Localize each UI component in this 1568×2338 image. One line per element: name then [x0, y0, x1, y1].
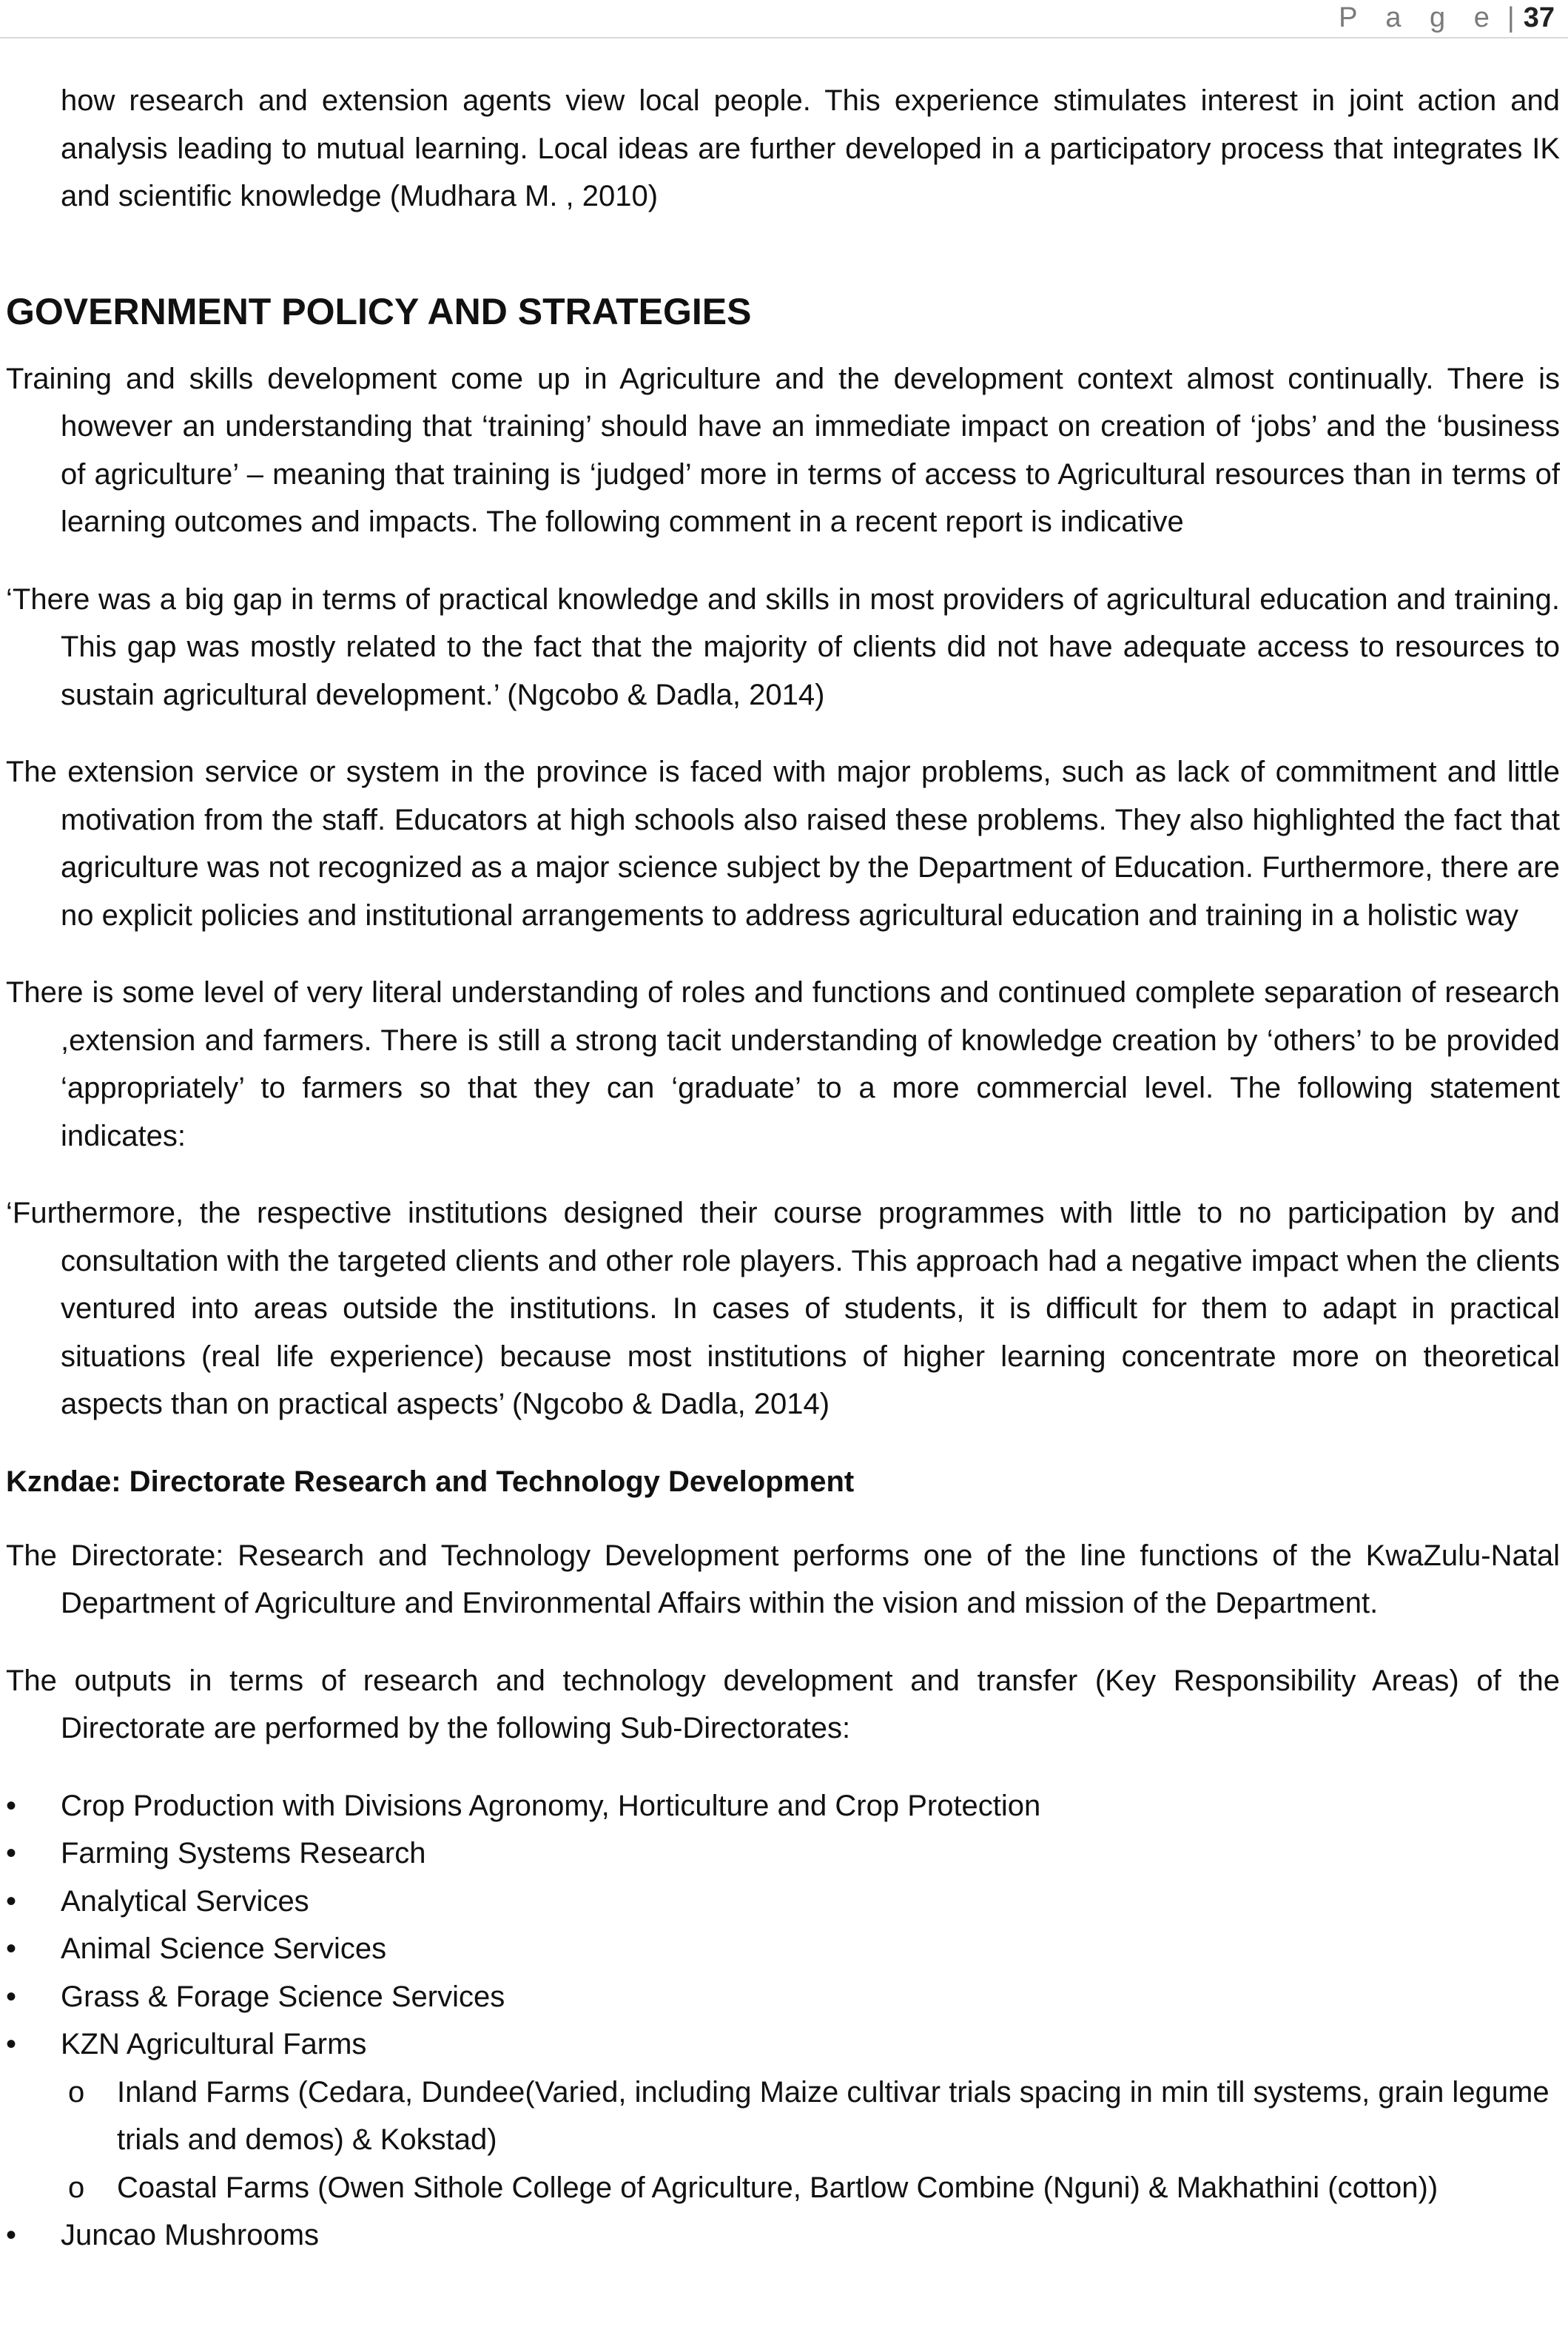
header-divider — [0, 37, 1568, 38]
bullet-marker: • — [6, 2028, 17, 2060]
section-heading: GOVERNMENT POLICY AND STRATEGIES — [6, 290, 752, 332]
list-item-text: KZN Agricultural Farms — [61, 2028, 367, 2060]
list-item — [6, 1830, 1560, 1878]
paragraph-separation: There is some level of very literal understanding of roles and functions and continued complete separation of research ,extension and farmers. There is still a strong tacit understanding of knowledge creation by ‘others’ to be provided ‘appropriately’ to farmers so that they can ‘graduate’ to a more commercial level. The following statement indicates: — [6, 976, 1560, 1152]
sub-list-item — [6, 2069, 1560, 2164]
bullet-marker: • — [6, 2219, 17, 2251]
bullet-marker: • — [6, 1884, 17, 1918]
page-header — [1339, 0, 1555, 36]
sub-bullet-marker: o — [68, 2075, 85, 2109]
list-item-text: Analytical Services — [61, 1884, 309, 1918]
sub-list-item-text: Inland Farms (Cedara, Dundee(Varied, including Maize cultivar trials spacing in min till systems, grain legume trials and demos) & Kokstad) — [117, 2075, 1550, 2156]
bullet-marker: • — [6, 1932, 17, 1965]
sub-bullet-marker: o — [68, 2171, 85, 2204]
list-item-text: Grass & Forage Science Services — [61, 1980, 505, 2013]
page-label: P a g e — [1339, 1, 1500, 33]
document-body — [6, 77, 1560, 2260]
sub-list-item — [6, 2164, 1560, 2212]
list-item — [6, 1782, 1560, 1830]
paragraph-continued: how research and extension agents view local people. This experience stimulates interest in joint action and analysis leading to mutual learning. Local ideas are further developed in a participatory process that integrates IK and scientific knowledge (Mudhara M. , 2010) — [61, 84, 1560, 212]
bullet-marker: • — [6, 1980, 17, 2013]
quote-ngcobo-2: ‘Furthermore, the respective institutions designed their course programmes with little to no participation by and consultation with the targeted clients and other role players. This approach had a negative impact when the clients ventured into areas outside the institutions. In cases of students, it is difficult for them to adapt in practical situations (real life experience) because most institutions of higher learning concentrate more on theoretical aspects than on practical aspects’ (Ngcobo & Dadla, 2014) — [6, 1197, 1560, 1420]
bullet-marker: • — [6, 1789, 17, 1822]
paragraph-directorate: The Directorate: Research and Technology Development performs one of the line functions of the KwaZulu-Natal Department of Agriculture and Environmental Affairs within the vision and mission of the Department. — [6, 1539, 1560, 1619]
subsection-heading: Kzndae: Directorate Research and Technology Development — [6, 1465, 855, 1498]
list-item-text: Crop Production with Divisions Agronomy, Horticulture and Crop Protection — [61, 1789, 1041, 1822]
list-item — [6, 2020, 1560, 2211]
list-item-text: Juncao Mushrooms — [61, 2219, 320, 2251]
list-item — [6, 2211, 1560, 2260]
paragraph-outputs: The outputs in terms of research and technology development and transfer (Key Responsibility Areas) of the Directorate are performed by the following Sub-Directorates: — [6, 1664, 1560, 1744]
paragraph-training: Training and skills development come up in Agriculture and the development context almost continually. There is however an understanding that ‘training’ should have an immediate impact on creation of ‘jobs’ and the ‘business of agriculture’ – meaning that training is ‘judged’ more in terms of access to Agricultural resources than in terms of learning outcomes and impacts. The following comment in a recent report is indicative — [6, 362, 1560, 538]
page-number: 37 — [1523, 1, 1555, 33]
paragraph-extension: The extension service or system in the province is faced with major problems, such as lack of commitment and little motivation from the staff. Educators at high schools also raised these problems. They also highlighted the fact that agriculture was not recognized as a major science subject by the Department of Education. Furthermore, there are no explicit policies and institutional arrangements to address agricultural education and training in a holistic way — [6, 756, 1560, 932]
list-item — [6, 1973, 1560, 2021]
quote-ngcobo-1: ‘There was a big gap in terms of practical knowledge and skills in most providers of agricultural education and training. This gap was mostly related to the fact that the majority of clients did not have adequate access to resources to sustain agricultural development.’ (Ngcobo & Dadla, 2014) — [6, 582, 1560, 711]
list-item — [6, 1925, 1560, 1973]
page-separator: | — [1507, 1, 1515, 33]
bullet-marker: • — [6, 1837, 17, 1870]
list-item-text: Animal Science Services — [61, 1932, 387, 1965]
list-item-text: Farming Systems Research — [61, 1837, 426, 1870]
sub-list-item-text: Coastal Farms (Owen Sithole College of Agriculture, Bartlow Combine (Nguni) & Makhathini (cotton)) — [117, 2171, 1439, 2204]
list-item — [6, 1878, 1560, 1926]
farms-sublist — [61, 2069, 1560, 2212]
sub-directorates-list — [6, 1782, 1560, 2260]
